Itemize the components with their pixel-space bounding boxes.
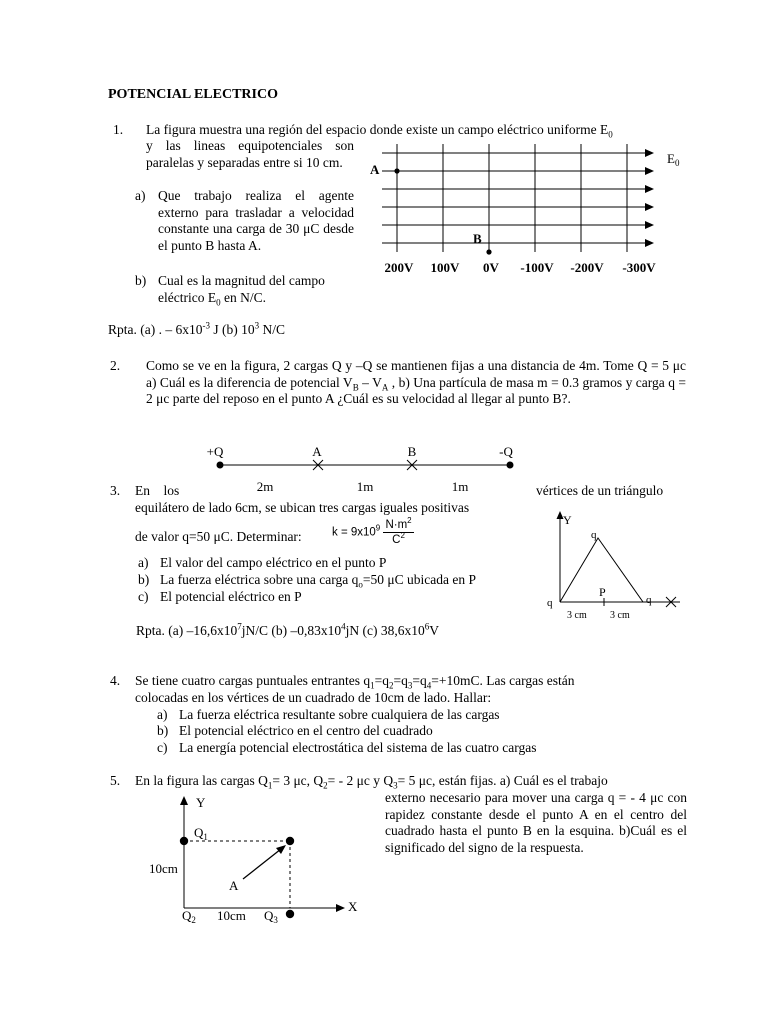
distance-label: 2m bbox=[256, 479, 274, 494]
problem-5-line1 bbox=[135, 773, 608, 790]
point-b-label: B bbox=[473, 231, 482, 246]
answer-part: J (b) 10 bbox=[209, 322, 255, 337]
charge-subscript: 3 bbox=[407, 680, 413, 691]
constant-lead: k = 9x10 bbox=[332, 526, 376, 539]
charge-q3-label: $Q_3$ bbox=[264, 908, 278, 925]
problem-1-line1 bbox=[146, 122, 613, 139]
problem-2-text: , b) Una partícula de masa m = 0.3 gramos y carga q = 2 μc parte del reposo en el punto A ¿Cuál es su velocidad al llegar al punto B?. bbox=[146, 374, 686, 406]
units-numerator: $N\cdot m^2$ bbox=[385, 516, 412, 531]
charge-plus-q bbox=[217, 462, 224, 469]
problem-1-line1-text: La figura muestra una región del espacio donde existe un campo eléctrico uniforme E bbox=[146, 122, 609, 137]
answer-part: jN (c) 38,6x10 bbox=[345, 623, 425, 638]
problem-3-answer bbox=[136, 623, 439, 640]
potential-label: 100V bbox=[430, 260, 460, 275]
answer-exponent: 6 bbox=[424, 621, 430, 632]
potential-label: -300V bbox=[622, 260, 656, 275]
problem-3-line1-right: vértices de un triángulo bbox=[536, 483, 664, 498]
x-axis-label: X bbox=[348, 899, 358, 914]
problem-1-b-tail: en N/C. bbox=[220, 289, 266, 305]
problem-4-text: Se tiene cuatro cargas puntuales entrantes q bbox=[135, 673, 371, 688]
item-text: La fuerza eléctrica sobre una carga q bbox=[160, 572, 359, 587]
displacement-arrow bbox=[243, 849, 281, 879]
point-a-label: A bbox=[370, 162, 380, 177]
problem-1-b-text bbox=[158, 273, 358, 306]
charge-right-label: q bbox=[646, 594, 652, 606]
charge-label: -Q bbox=[499, 444, 513, 459]
problem-5-text: = 5 μc, están fijas. a) Cuál es el trabajo bbox=[397, 773, 608, 788]
point-a-label: A bbox=[229, 878, 239, 893]
problem-3-item-a-text: El valor del campo eléctrico en el punto P bbox=[160, 555, 387, 570]
charge-minus-q bbox=[507, 462, 514, 469]
field-label: $E_0$ bbox=[667, 151, 680, 168]
equipotential-figure bbox=[360, 140, 690, 280]
charge-q1-label: $Q_1$ bbox=[194, 825, 208, 842]
potential-label: 200V bbox=[384, 260, 414, 275]
problem-3-item-b-text bbox=[160, 572, 476, 589]
problem-4-item-c-label: c) bbox=[157, 740, 168, 755]
problem-5-text: En la figura las cargas Q bbox=[135, 773, 268, 788]
charge-top-label: q bbox=[591, 529, 597, 541]
point-b-marker bbox=[486, 249, 491, 254]
triangle-figure bbox=[540, 508, 690, 626]
item-subscript: o bbox=[358, 579, 363, 590]
distance-label: 3 cm bbox=[610, 610, 630, 621]
page-title: POTENCIAL ELECTRICO bbox=[108, 87, 278, 102]
charges-line-figure bbox=[195, 440, 535, 495]
problem-3-number: 3. bbox=[110, 483, 121, 498]
distance-label: 1m bbox=[451, 479, 469, 494]
charge-label: +Q bbox=[206, 444, 224, 459]
constant-exponent: 9 bbox=[375, 523, 381, 533]
charge-subscript: 3 bbox=[393, 780, 398, 791]
y-axis-arrow bbox=[180, 796, 188, 805]
answer-part: jN/C (b) –0,83x10 bbox=[241, 623, 342, 638]
charge-subscript: 1 bbox=[370, 680, 375, 691]
item-tail: =50 μC ubicada en P bbox=[362, 572, 476, 587]
problem-3-line1-left: En los bbox=[135, 483, 180, 498]
square-figure bbox=[140, 792, 370, 930]
problem-1-b-label: b) bbox=[135, 273, 147, 288]
problem-5-text: = - 2 μc y Q bbox=[327, 773, 394, 788]
problem-1-a-label: a) bbox=[135, 188, 146, 203]
potential-labels bbox=[385, 260, 657, 275]
problem-4-item-a-text: La fuerza eléctrica resultante sobre cualquiera de las cargas bbox=[179, 707, 500, 722]
vertical-side-label: 10cm bbox=[149, 861, 178, 876]
potential-subscript: B bbox=[352, 382, 359, 393]
problem-3-item-b-label: b) bbox=[138, 572, 150, 587]
distance-label: 1m bbox=[356, 479, 374, 494]
problem-3-line3: de valor q=50 μC. Determinar: bbox=[135, 529, 302, 544]
x-axis-arrow bbox=[336, 904, 345, 912]
problem-4-line2: colocadas en los vértices de un cuadrado de 10cm de lado. Hallar: bbox=[135, 690, 492, 705]
charge-q2-label: $Q_2$ bbox=[182, 908, 196, 925]
potential-label: -100V bbox=[520, 260, 554, 275]
problem-1-answer bbox=[108, 322, 285, 339]
charge-subscript: 2 bbox=[323, 780, 328, 791]
problem-1-statement: y las lineas equipotenciales son paralelas y separadas entre si 10 cm. bbox=[146, 138, 354, 170]
answer-exponent: -3 bbox=[202, 320, 210, 331]
field-subscript: 0 bbox=[216, 297, 221, 308]
charge-subscript: 4 bbox=[426, 680, 432, 691]
units-denominator: $C^2$ bbox=[392, 531, 405, 546]
potential-label: -200V bbox=[570, 260, 604, 275]
charge-q1 bbox=[180, 837, 188, 845]
problem-5-number: 5. bbox=[110, 773, 121, 788]
point-label: A bbox=[312, 444, 322, 459]
problem-2-statement bbox=[146, 358, 686, 408]
problem-1-a-text: Que trabajo realiza el agente externo para trasladar a velocidad constante una carga de 30 μC desde el punto B hasta A. bbox=[158, 188, 354, 253]
answer-part: Rpta. (a) –16,6x10 bbox=[136, 623, 238, 638]
problem-4-item-a-label: a) bbox=[157, 707, 168, 722]
problem-4-item-b-label: b) bbox=[157, 723, 169, 738]
answer-part: N/C bbox=[259, 322, 285, 337]
point-b-marker bbox=[286, 837, 294, 845]
charge-subscript: 2 bbox=[389, 680, 394, 691]
answer-part: V bbox=[429, 623, 439, 638]
problem-3-line2: equilátero de lado 6cm, se ubican tres cargas iguales positivas bbox=[135, 500, 470, 515]
equipotential-lines bbox=[397, 144, 627, 252]
problem-2-number: 2. bbox=[110, 358, 121, 373]
problem-2-text: Como se ve en la figura, 2 cargas Q y –Q se mantienen fijas a una distancia de 4m. Tome Q = 5 μc a) Cuál es la diferencia de potencial V bbox=[146, 358, 686, 390]
problem-4-line1: Se tiene cuatro cargas puntuales entrantes $q_1=q_2=q_3=q_4=+10mC$. Las cargas están bbox=[135, 673, 575, 691]
coulomb-constant bbox=[332, 518, 414, 547]
potential-subscript: A bbox=[381, 382, 389, 393]
horizontal-side-label: 10cm bbox=[217, 908, 246, 923]
answer-exponent: 7 bbox=[237, 621, 242, 632]
point-label: B bbox=[407, 444, 417, 459]
point-a-marker bbox=[394, 168, 399, 173]
problem-2-text: – V bbox=[358, 374, 382, 390]
field-subscript: 0 bbox=[608, 129, 613, 140]
problem-4-item-c-text: La energía potencial electrostática del sistema de las cuatro cargas bbox=[179, 740, 537, 755]
charge-subscript: 1 bbox=[267, 780, 273, 791]
distance-label: 3 cm bbox=[567, 610, 587, 621]
problem-4-item-b-text: El potencial eléctrico en el centro del cuadrado bbox=[179, 723, 433, 738]
problem-5-text: = 3 μc, Q bbox=[272, 773, 324, 788]
problem-4-text: =+10mC. Las cargas están bbox=[431, 673, 575, 688]
field-arrowheads bbox=[645, 149, 654, 247]
problem-3-item-c-text: El potencial eléctrico en P bbox=[160, 589, 302, 604]
y-axis-label: Y bbox=[563, 513, 572, 527]
potential-label: 0V bbox=[483, 260, 499, 275]
answer-part: Rpta. (a) . – 6x10 bbox=[108, 322, 203, 337]
problem-3-item-a-label: a) bbox=[138, 555, 149, 570]
problem-1-number: 1. bbox=[113, 122, 124, 137]
charge-left-label: q bbox=[547, 597, 553, 609]
answer-exponent: 3 bbox=[254, 320, 260, 331]
charge-q3 bbox=[286, 910, 294, 918]
problem-1-b-body: Cual es la magnitud del campo eléctrico E bbox=[158, 273, 325, 305]
problem-3-item-c-label: c) bbox=[138, 589, 149, 604]
constant-units bbox=[383, 518, 413, 547]
answer-exponent: 4 bbox=[341, 621, 346, 632]
problem-4-number: 4. bbox=[110, 673, 121, 688]
problem-5-body: externo necesario para mover una carga q = - 4 μc con rapidez constante desde el punto A en el centro del cuadrado hasta el punto B en la esquina. b)Cuál es el significado del signo de la respuesta. bbox=[385, 790, 687, 855]
displacement-arrowhead bbox=[276, 845, 286, 854]
field-lines bbox=[382, 153, 648, 243]
point-p-label: P bbox=[599, 585, 606, 599]
y-axis-label: Y bbox=[196, 795, 206, 810]
